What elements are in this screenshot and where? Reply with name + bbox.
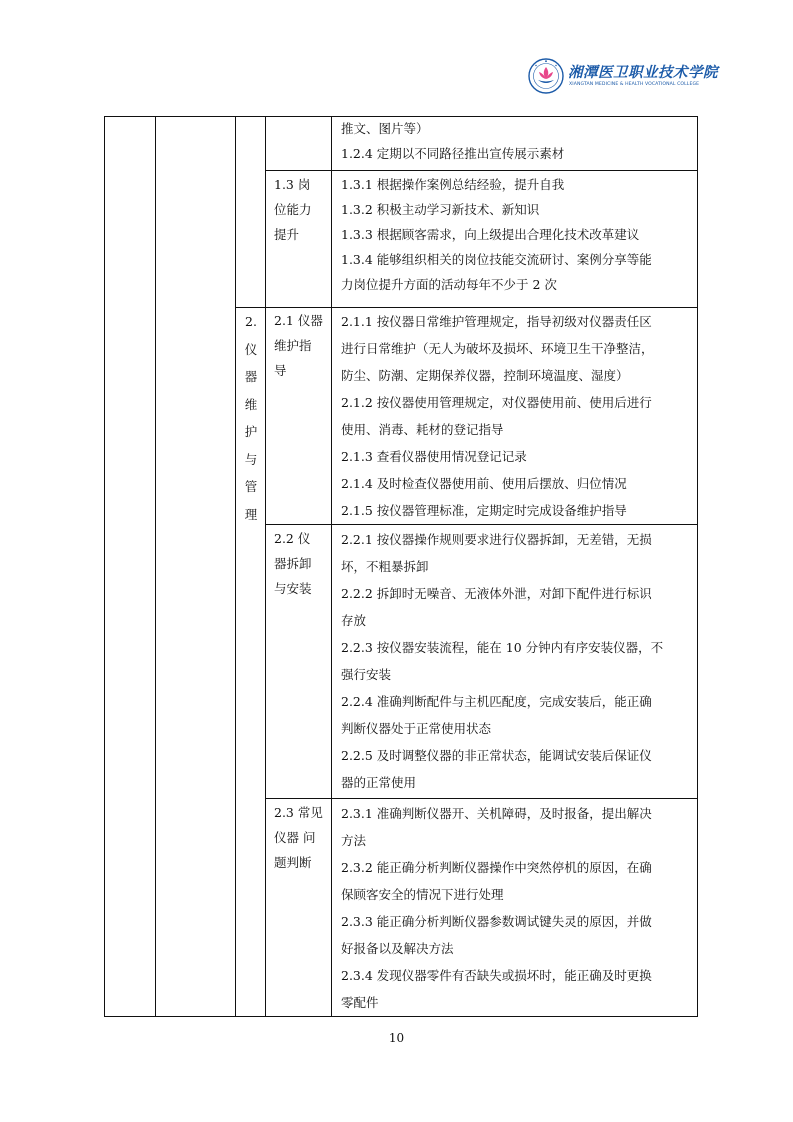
- row-divider-1-3: [265, 170, 698, 171]
- section-1-3-title: [274, 172, 312, 247]
- title-line: 仪器 问: [274, 830, 316, 845]
- item-line: 2.2.5 及时调整仪器的非正常状态，能调试安装后保证仪: [341, 748, 652, 763]
- page-number: 10: [388, 1031, 405, 1045]
- label-char: 管: [244, 479, 258, 494]
- table-border-left: [104, 116, 105, 1017]
- item-line: 零配件: [341, 995, 379, 1010]
- title-line: 1.3 岗: [274, 177, 311, 192]
- item-line: 2.3.3 能正确分析判断仪器参数调试键失灵的原因，并做: [341, 914, 652, 929]
- title-line: 导: [274, 363, 287, 378]
- item-line: 2.1.1 按仪器日常维护管理规定，指导初级对仪器责任区: [341, 314, 652, 329]
- item-line: 1.3.2 积极主动学习新技术、新知识: [341, 202, 540, 217]
- section-2-2-items: [341, 526, 663, 796]
- category-2-label: [240, 308, 262, 528]
- section-2-1-items: [341, 308, 654, 524]
- item-line: 2.1.3 查看仪器使用情况登记记录: [341, 449, 527, 464]
- item-line: 强行安装: [341, 667, 392, 682]
- item-line: 1.3.3 根据顾客需求，向上级提出合理化技术改革建议: [341, 227, 640, 242]
- college-name: 湘潭医卫职业技术学院: [568, 64, 718, 81]
- item-line: 2.2.2 拆卸时无噪音、无液体外泄，对卸下配件进行标识: [341, 586, 652, 601]
- text-line: 1.2.4 定期以不同路径推出宣传展示素材: [341, 146, 565, 161]
- section-2-2-title: [274, 526, 312, 601]
- item-line: 器的正常使用: [341, 775, 417, 790]
- item-line: 2.3.1 准确判断仪器开、关机障碍，及时报备，提出解决: [341, 806, 652, 821]
- label-char: 2.: [245, 314, 257, 329]
- label-char: 器: [244, 369, 258, 384]
- row-divider-2-2: [265, 524, 698, 525]
- table-col-divider-1: [155, 116, 156, 1017]
- item-line: 坏，不粗暴拆卸: [341, 559, 429, 574]
- section-2-1-title: [274, 308, 323, 383]
- title-line: 2.3 常见: [274, 805, 323, 820]
- title-line: 位能力: [274, 202, 312, 217]
- table-col-divider-4: [331, 116, 332, 1017]
- item-line: 存放: [341, 613, 367, 628]
- item-line: 好报备以及解决方法: [341, 941, 454, 956]
- item-line: 判断仪器处于正常使用状态: [341, 721, 492, 736]
- item-line: 2.2.1 按仪器操作规则要求进行仪器拆卸，无差错，无损: [341, 532, 652, 547]
- title-line: 维护指: [274, 338, 312, 353]
- item-line: 保顾客安全的情况下进行处理: [341, 887, 504, 902]
- table-col-divider-3: [265, 116, 266, 1017]
- item-line: 1.3.1 根据操作案例总结经验，提升自我: [341, 177, 565, 192]
- section-2-3-items: [341, 800, 652, 1016]
- title-line: 2.1 仪器: [274, 313, 323, 328]
- item-line: 2.3.2 能正确分析判断仪器操作中突然停机的原因，在确: [341, 860, 652, 875]
- college-name-english: XIANGTAN MEDICINE & HEALTH VOCATIONAL COLLEGE: [569, 82, 700, 87]
- item-line: 力岗位提升方面的活动每年不少于 2 次: [341, 277, 557, 292]
- item-line: 2.3.4 发现仪器零件有否缺失或损坏时，能正确及时更换: [341, 968, 652, 983]
- title-line: 题判断: [274, 855, 312, 870]
- item-line: 2.2.4 准确判断配件与主机匹配度，完成安装后，能正确: [341, 694, 652, 709]
- title-line: 器拆卸: [274, 556, 312, 571]
- top-rows: [341, 116, 564, 166]
- item-line: 2.1.4 及时检查仪器使用前、使用后摆放、归位情况: [341, 476, 627, 491]
- label-char: 理: [244, 506, 258, 522]
- row-divider-2-3: [265, 798, 698, 799]
- label-char: 护: [244, 424, 258, 439]
- title-line: 提升: [274, 227, 300, 242]
- item-line: 2.1.5 按仪器管理标准，定期定时完成设备维护指导: [341, 503, 627, 518]
- label-char: 仪: [244, 341, 258, 357]
- title-line: 与安装: [274, 581, 312, 596]
- section-2-3-title: [274, 800, 323, 875]
- college-logo: [528, 58, 718, 94]
- item-line: 2.2.3 按仪器安装流程，能在 10 分钟内有序安装仪器，不: [341, 640, 664, 655]
- section-1-3-items: [341, 172, 652, 297]
- item-line: 进行日常维护（无人为破坏及损坏、环境卫生干净整洁，: [341, 341, 654, 356]
- college-seal-icon: [528, 58, 564, 94]
- item-line: 防尘、防潮、定期保养仪器，控制环境温度、湿度）: [341, 368, 629, 383]
- label-char: 与: [244, 451, 258, 467]
- item-line: 使用、消毒、耗材的登记指导: [341, 422, 504, 437]
- table-col-divider-2: [235, 116, 236, 1017]
- text-line: 推文、图片等）: [341, 121, 429, 136]
- item-line: 2.1.2 按仪器使用管理规定，对仪器使用前、使用后进行: [341, 395, 652, 410]
- label-char: 维: [244, 396, 258, 412]
- table-border-bottom: [104, 1016, 698, 1017]
- item-line: 1.3.4 能够组织相关的岗位技能交流研讨、案例分享等能: [341, 252, 652, 267]
- table-border-right: [697, 116, 698, 1017]
- item-line: 方法: [341, 833, 367, 848]
- title-line: 2.2 仪: [274, 531, 311, 546]
